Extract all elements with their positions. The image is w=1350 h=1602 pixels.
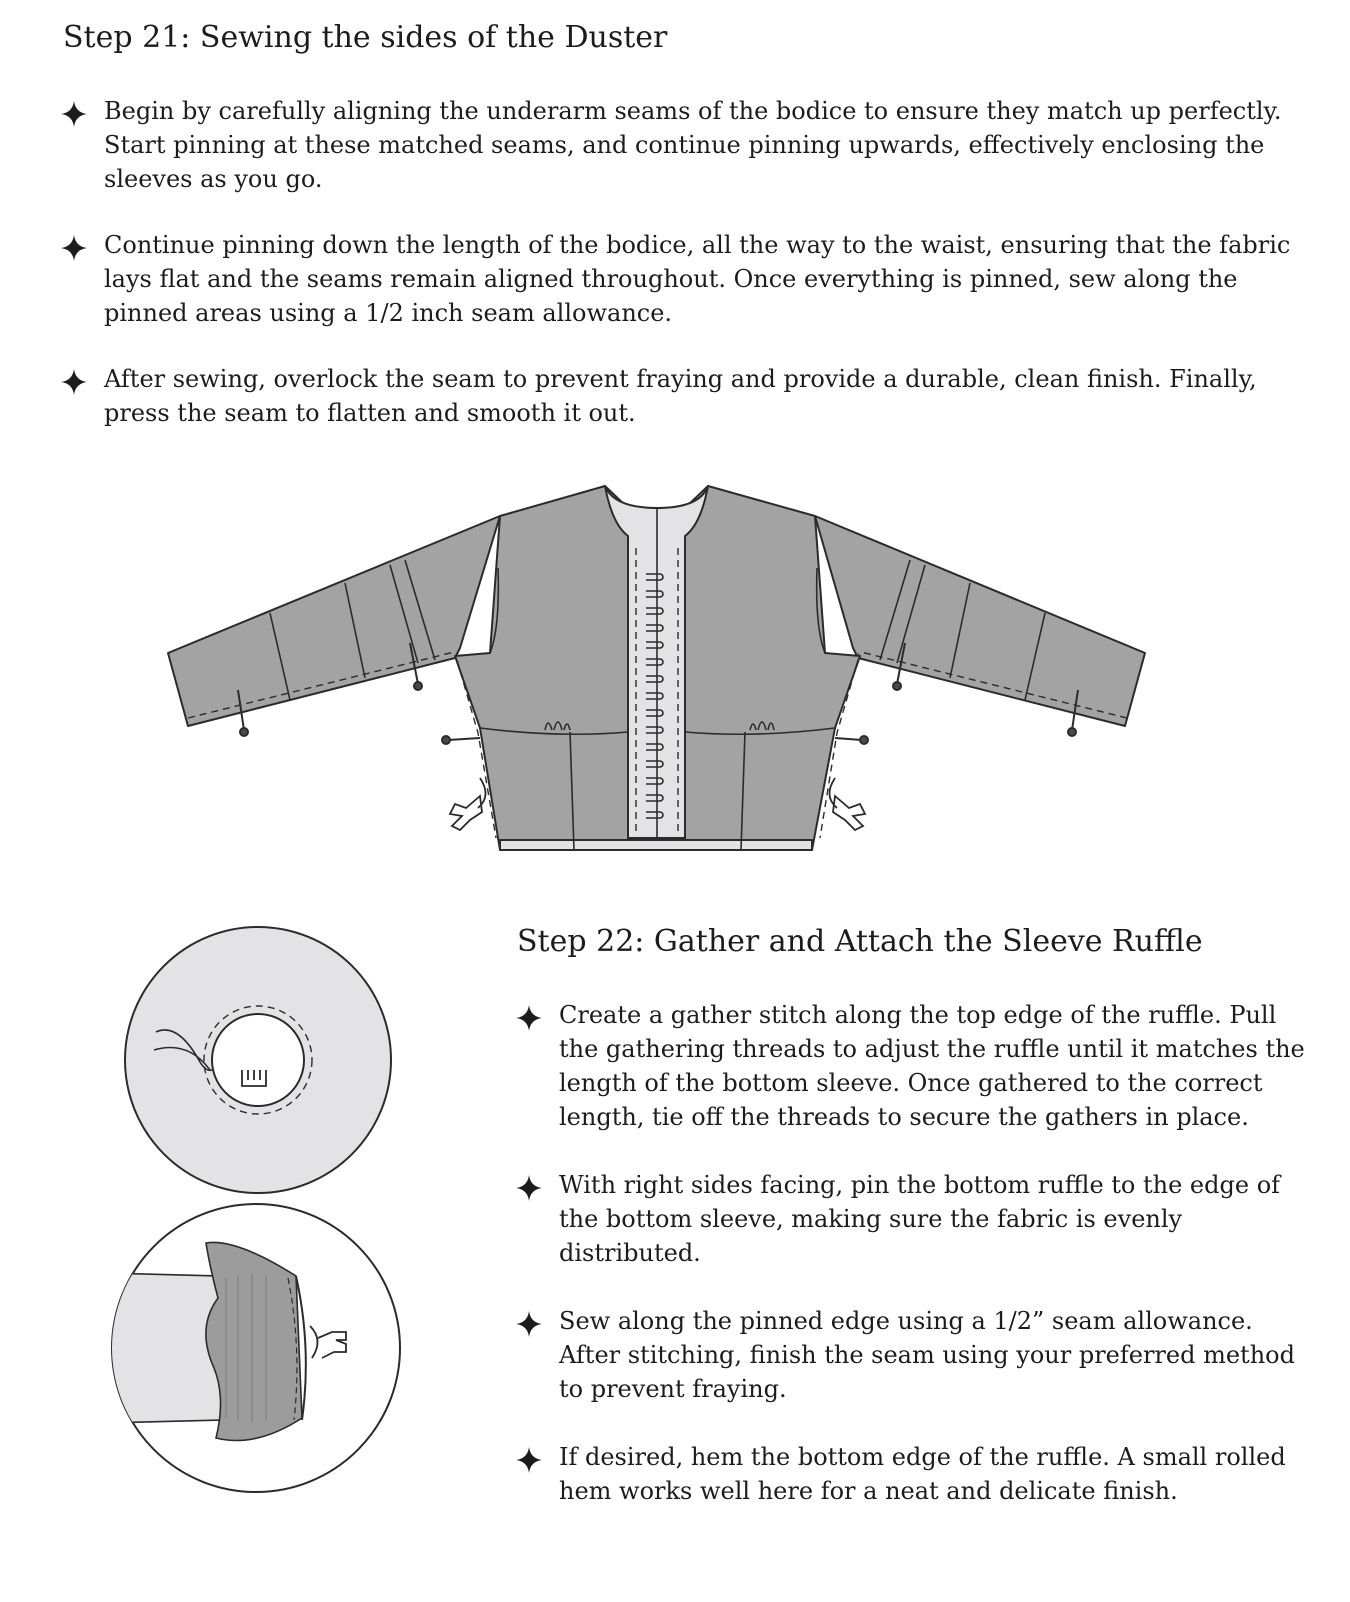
ruffle-attach-illustration <box>106 1198 406 1498</box>
step-22-bullet <box>515 998 1315 1134</box>
step-22-instructions <box>515 998 1315 1542</box>
left-sleeve <box>168 516 500 726</box>
step-22-bullet <box>515 1168 1315 1270</box>
ruffle-gather-stitch-illustration <box>118 922 398 1202</box>
step-21-bullet <box>60 94 1300 196</box>
four-point-star-icon <box>515 1310 543 1338</box>
four-point-star-icon <box>60 100 88 128</box>
bullet-text: Create a gather stitch along the top edge of the ruffle. Pull the gathering threads to adjust the ruffle until it matches the length of the bottom sleeve. Once gathered to the correct length, tie off the threads to secure the gathers in place. <box>559 1001 1305 1131</box>
bullet-text: Continue pinning down the length of the bodice, all the way to the waist, ensuring that the fabric lays flat and the seams remain aligned throughout. Once everything is pinned, sew along the pinned areas using a 1/2 inch seam allowance. <box>104 231 1291 327</box>
step-22-bullet <box>515 1440 1315 1508</box>
four-point-star-icon <box>515 1446 543 1474</box>
step-21-heading: Step 21: Sewing the sides of the Duster <box>63 20 668 55</box>
four-point-star-icon <box>515 1004 543 1032</box>
bullet-text: With right sides facing, pin the bottom ruffle to the edge of the bottom sleeve, making sure the fabric is evenly distributed. <box>559 1171 1281 1267</box>
bullet-text: After sewing, overlock the seam to prevent fraying and provide a durable, clean finish. Finally, press the seam to flatten and smooth it out. <box>104 365 1257 427</box>
bullet-text: Sew along the pinned edge using a 1/2” seam allowance. After stitching, finish the seam using your preferred method to prevent fraying. <box>559 1307 1295 1403</box>
step-21-bullet <box>60 228 1300 330</box>
four-point-star-icon <box>60 368 88 396</box>
step-21-bullet <box>60 362 1300 430</box>
ruffle-fabric <box>206 1242 302 1440</box>
four-point-star-icon <box>60 234 88 262</box>
hem-band <box>500 840 812 850</box>
step-22-bullet <box>515 1304 1315 1406</box>
step-21-instructions <box>60 94 1300 462</box>
duster-side-seams-illustration <box>160 478 1160 868</box>
bullet-text: Begin by carefully aligning the underarm seams of the bodice to ensure they match up perfectly. Start pinning at these matched seams, and continue pinning upwards, effectively enclosing the sleeves as you go. <box>104 97 1282 193</box>
step-22-heading: Step 22: Gather and Attach the Sleeve Ruffle <box>517 924 1203 959</box>
right-sleeve <box>815 516 1145 726</box>
bullet-text: If desired, hem the bottom edge of the ruffle. A small rolled hem works well here for a neat and delicate finish. <box>559 1443 1286 1505</box>
four-point-star-icon <box>515 1174 543 1202</box>
